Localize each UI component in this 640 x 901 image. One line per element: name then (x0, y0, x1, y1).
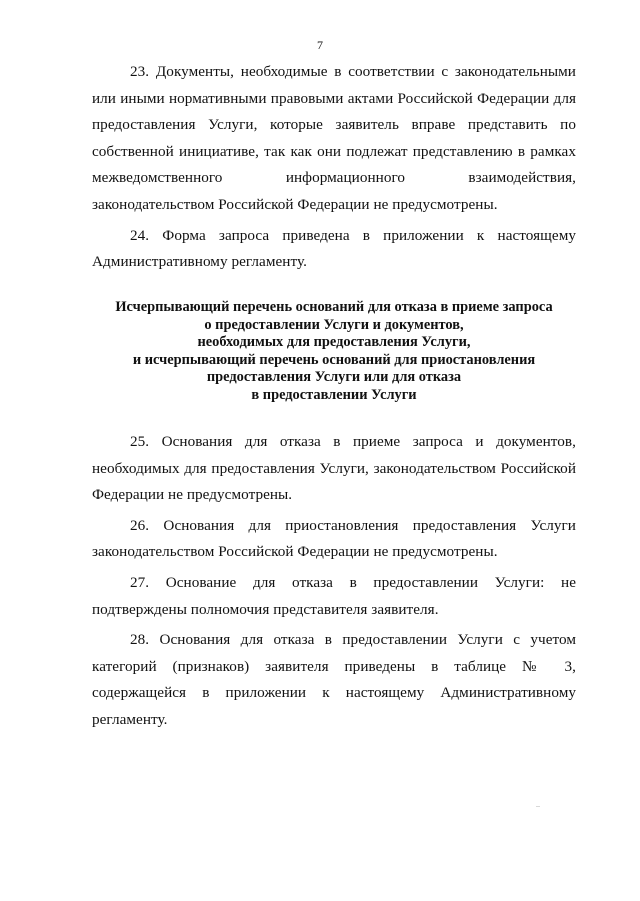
paragraph-24: 24. Форма запроса приведена в приложении к настоящему Административному регламенту. (92, 226, 576, 271)
paragraph-25: 25. Основания для отказа в приеме запроса и документов, необходимых для предоставления Услуги, законодательством Российской Федерации не предусмотрены. (92, 433, 576, 504)
paragraph-28: 28. Основания для отказа в предоставлении Услуги с учетом категорий (признаков) заявителя приведены в таблице № 3, содержащейся в приложении к настоящему Административному регламенту. (92, 631, 576, 728)
scan-speck (536, 806, 540, 807)
heading-line: необходимых для предоставления Услуги, (197, 334, 471, 351)
paragraph-23: 23. Документы, необходимые в соответствии с законодательными или иными нормативными правовыми актами Российской Федерации для предоставления Услуги, которые заявитель вправе представить по собственной инициативе, так как они подлежат представлению в рамках межведомственного информационного взаимодействия, законодательством Российской Федерации не предусмотрены. (92, 63, 576, 213)
heading-line: о предоставлении Услуги и документов, (204, 316, 464, 333)
heading-line: Исчерпывающий перечень оснований для отказа в приеме запроса (115, 299, 553, 315)
heading-line: предоставления Услуги или для отказа (206, 369, 462, 386)
page-number: 7 (317, 38, 323, 52)
paragraph-27: 27. Основание для отказа в предоставлении Услуги: не подтверждены полномочия представителя заявителя. (92, 573, 576, 618)
section-heading (92, 299, 576, 405)
section-top (92, 59, 576, 276)
paragraph-26: 26. Основания для приостановления предоставления Услуги законодательством Российской Федерации не предусмотрены. (92, 516, 576, 561)
section-bottom (92, 429, 576, 734)
heading-line: и исчерпывающий перечень оснований для приостановления (132, 351, 536, 368)
heading-line: в предоставлении Услуги (251, 386, 417, 403)
